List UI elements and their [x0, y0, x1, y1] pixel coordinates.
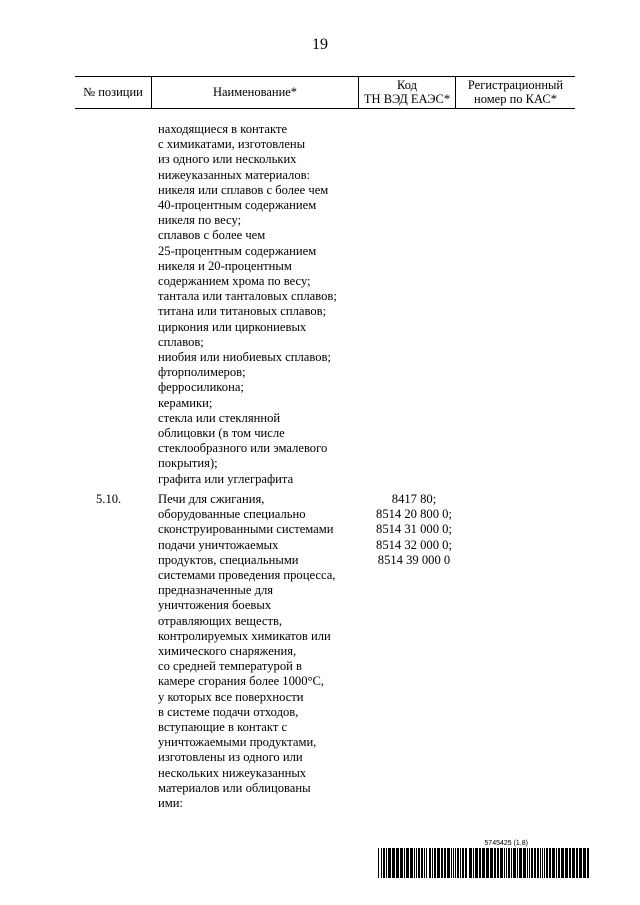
- barcode: [378, 842, 592, 878]
- code-line: 8514 20 800 0;: [376, 507, 452, 522]
- item-position: 5.10.: [96, 492, 122, 506]
- barcode-bars: [378, 848, 592, 878]
- code-line: 8514 31 000 0;: [376, 522, 452, 537]
- header-position: № позиции: [83, 85, 143, 99]
- item-codes: [366, 492, 462, 568]
- barcode-label: 5745425 (1.8): [484, 840, 528, 847]
- continued-item-text: находящиеся в контакте с химикатами, изготовлены из одного или нескольких нижеуказанных материалов: никеля или сплавов с более чем 40-процентным содержанием никеля по весу; сплавов с более чем 25-процентным содержанием никеля и 20-процентным содержанием хрома по весу; тантала или танталовых сплавов; титана или титановых сплавов; циркония или циркониевых сплавов; ниобия или ниобиевых сплавов; фторполимеров; ферросиликона; керамики; стекла или стеклянной облицовки (в том числе стеклообразного или эмалевого покрытия); графита или углеграфита: [158, 122, 337, 486]
- table-rule-top: [75, 76, 575, 77]
- code-line: 8514 32 000 0;: [376, 537, 452, 552]
- header-cas: Регистрационный номер по КАС*: [467, 78, 564, 106]
- code-line: 8417 80;: [391, 492, 437, 506]
- page-number: 19: [312, 36, 328, 53]
- header-code: Код ТН ВЭД ЕАЭС*: [363, 78, 451, 106]
- code-line: 8514 39 000 0: [377, 552, 451, 567]
- header-name: Наименование*: [212, 85, 298, 99]
- table-rule-bottom: [75, 108, 575, 109]
- item-name-text: Печи для сжигания, оборудованные специально сконструированными системами подачи уничтожаемых продуктов, специальными системами проведения процесса, предназначенные для уничтожения боевых отравляющих веществ, контролируемых химикатов или химического снаряжения, со средней температурой в камере сгорания более 1000°C, у которых все поверхности в системе подачи отходов, вступающие в контакт с уничтожаемыми продуктами, изготовлены из одного или нескольких нижеуказанных материалов или облицованы ими:: [158, 492, 336, 811]
